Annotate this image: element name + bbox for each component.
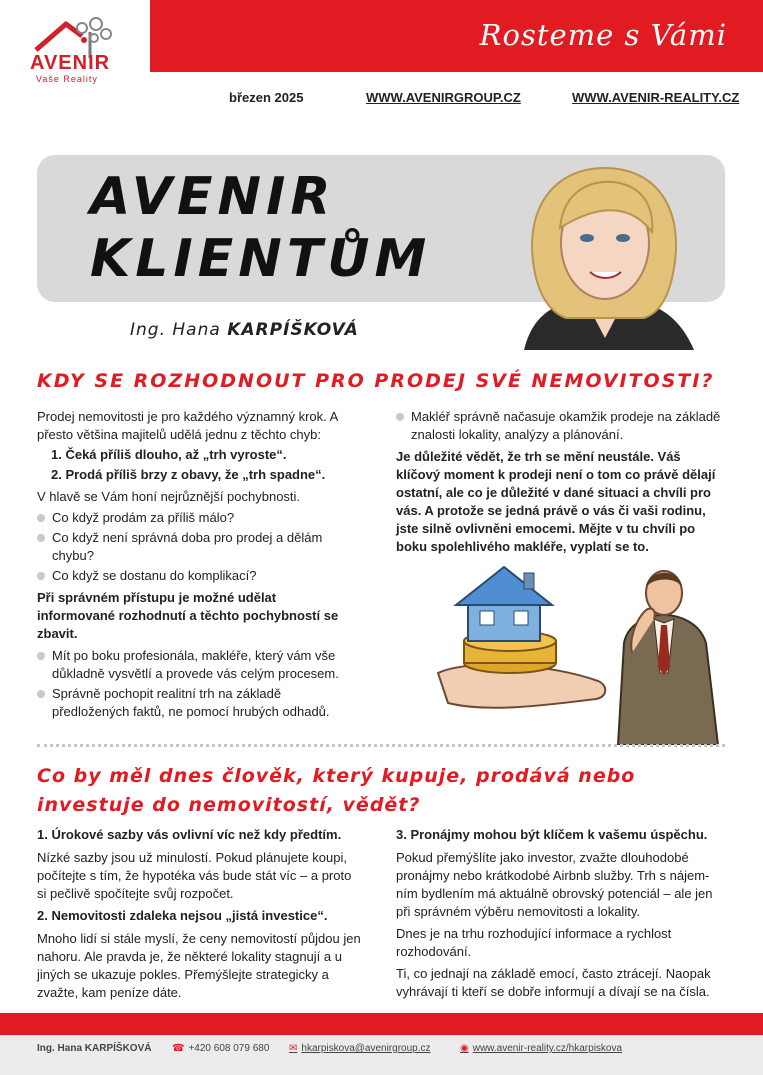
mistake-item: 2. Prodá příliš brzy z obavy, že „trh spadne“. xyxy=(51,467,326,482)
point3-text3: Ti, co jednají na základě emocí, často ztrácejí. Naopak vyhrávají ti kteří se dobře informují a dívají se na čísla. xyxy=(396,966,711,999)
footer-phone-number: +420 608 079 680 xyxy=(188,1043,270,1054)
logo-tagline: Vaše Reality xyxy=(36,74,98,84)
point1-title: 1. Úrokové sazby vás ovlivní víc než kdy předtím. xyxy=(37,827,342,842)
issue-date: březen 2025 xyxy=(229,90,304,105)
point3-text: Pokud přemýšlíte jako investor, zvažte dlouhodobé pronájmy nebo krátkodobé Airbnb služby. Trh s nájem-ním bydlením má aktuálně obrovský potenciál – ale jen při správném výběru nemovitosti a lokality. xyxy=(396,850,713,919)
header-slogan: Rosteme s Vámi xyxy=(479,18,727,52)
mail-icon: ✉ xyxy=(289,1043,298,1054)
tip-item: Správně pochopit realitní trh na základě předložených faktů, ne pomocí hrubých odhadů. xyxy=(37,685,357,721)
footer-name-prefix: Ing. Hana xyxy=(37,1043,85,1054)
footer-contact-bar xyxy=(0,1035,763,1075)
hero-title-line1: AVENIR xyxy=(90,167,336,227)
section1-left-column xyxy=(37,408,357,723)
website-link-avenirgroup[interactable]: WWW.AVENIRGROUP.CZ xyxy=(366,90,521,105)
footer-email-address: hkarpiskova@avenirgroup.cz xyxy=(301,1043,431,1054)
tip-item: Mít po boku profesionála, makléře, který vám vše důkladně vysvětlí a provede vás celým procesem. xyxy=(37,647,357,683)
point2-text: Mnoho lidí si stále myslí, že ceny nemovitostí půjdou jen nahoru. Ale pravda je, že některé lokality stagnují a u jiných se ukazuje pokles. Přemýšlejte strategicky a zvažte, kam peníze dáte. xyxy=(37,931,361,1000)
point3-title: 3. Pronájmy mohou být klíčem k vašemu úspěchu. xyxy=(396,827,708,842)
section2-left-column xyxy=(37,826,362,1006)
author-surname: KARPÍŠKOVÁ xyxy=(227,320,359,340)
footer-red-band xyxy=(0,1013,763,1035)
website-link-avenir-reality[interactable]: WWW.AVENIR-REALITY.CZ xyxy=(572,90,740,105)
section1-intro: Prodej nemovitosti je pro každého významný krok. A přesto většina majitelů udělá jednu z těchto chyb: xyxy=(37,409,338,442)
house-coins-businessman-illustration xyxy=(428,563,728,745)
doubt-item: Co když prodám za příliš málo? xyxy=(37,509,357,527)
hero-title-line2: KLIENTŮM xyxy=(90,229,432,289)
doubts-intro: V hlavě se Vám honí nejrůznější pochybnosti. xyxy=(37,489,301,504)
section-divider xyxy=(37,744,725,747)
doubt-item: Co když se dostanu do komplikací? xyxy=(37,567,357,585)
hero-title xyxy=(90,166,431,290)
section2-right-column xyxy=(396,826,726,1005)
section1-heading: KDY SE ROZHODNOUT PRO PRODEJ SVÉ NEMOVITOSTI? xyxy=(37,370,715,392)
footer-website-url: www.avenir-reality.cz/hkarpiskova xyxy=(472,1043,623,1054)
section1-closing: Je důležité vědět, že trh se mění neustále. Váš klíčový moment k prodeji není o tom co právě dělají ostatní, ale co je důležité v dané situaci a chvíli pro vás. A protože se jedná právě o vás či vaši rodinu, jste silně ovlivněni emocemi. Mějte v tu chvíli po boku spolehlivého makléře, vyplatí se to. xyxy=(396,449,716,554)
doubt-item: Co když není správná doba pro prodej a dělám chybu? xyxy=(37,529,357,565)
author-name xyxy=(130,320,359,340)
point1-text: Nízké sazby jsou už minulostí. Pokud plánujete koupi, počítejte s tím, že hypotéka vás bude stát víc – a proto si pečlivě spočítejte svůj rozpočet. xyxy=(37,850,352,901)
point3-text2: Dnes je na trhu rozhodující informace a rychlost rozhodování. xyxy=(396,926,672,959)
phone-icon: ☎ xyxy=(172,1043,185,1054)
tip-item: Makléř správně načasuje okamžik prodeje na základě znalosti lokality, analýzy a plánování. xyxy=(396,408,726,444)
approach-statement: Při správném přístupu je možné udělat informované rozhodnutí a těchto pochybností se zbavit. xyxy=(37,590,339,641)
footer-phone[interactable] xyxy=(172,1043,269,1054)
footer-website[interactable] xyxy=(460,1043,622,1054)
author-prefix: Ing. Hana xyxy=(130,320,228,340)
footer-surname: KARPÍŠKOVÁ xyxy=(84,1043,152,1054)
mistake-item: 1. Čeká příliš dlouho, až „trh vyroste“. xyxy=(51,447,287,462)
globe-icon: ◉ xyxy=(460,1043,469,1054)
point2-title: 2. Nemovitosti zdaleka nejsou „jistá investice“. xyxy=(37,908,328,923)
section1-right-column xyxy=(396,408,726,558)
author-portrait-illustration xyxy=(494,148,716,350)
footer-name xyxy=(37,1043,151,1054)
logo-wordmark: AVENIR xyxy=(30,52,111,74)
section2-heading: Co by měl dnes člověk, který kupuje, prodává nebo investuje do nemovitostí, vědět? xyxy=(37,765,636,816)
footer-email[interactable] xyxy=(289,1043,431,1054)
